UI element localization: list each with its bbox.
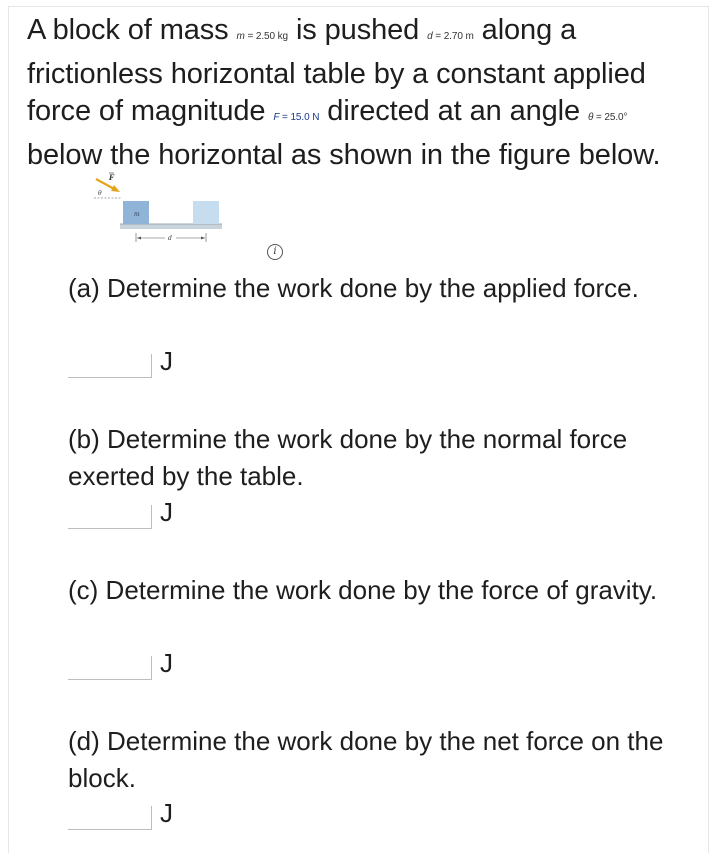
problem-statement (27, 12, 699, 174)
problem-text-4: directed at an angle (319, 95, 588, 127)
block-final (193, 201, 219, 224)
force-arrowhead (111, 185, 120, 192)
part-a-answer-input[interactable] (68, 354, 152, 378)
mass-variable: m = 2.50 kg (236, 31, 288, 42)
distance-arrow-left (137, 237, 141, 240)
part-b-answer (68, 497, 198, 535)
part-c-question: (c) Determine the work done by the force of gravity. (68, 575, 658, 605)
problem-text-2: is pushed (287, 14, 428, 46)
angle-variable: θ = 25.0° (588, 112, 628, 123)
force-label: F (109, 173, 114, 182)
part-c-answer-input[interactable] (68, 656, 152, 680)
distance-label: d (168, 235, 172, 242)
physics-figure (90, 170, 230, 250)
block-diagram (90, 170, 230, 250)
problem-text-5: below the horizontal as shown in the figure below. (27, 138, 661, 171)
problem-text-3: along a frictionless horizontal table by a constant applied force of magnitude (27, 14, 646, 127)
part-b-question: (b) Determine the work done by the normal force exerted by the table. (68, 424, 628, 491)
info-icon[interactable]: i (267, 244, 283, 260)
problem-text-1: A block of mass (27, 14, 237, 46)
force-variable: F = 15.0 N (273, 112, 320, 123)
part-d-answer (68, 798, 198, 836)
part-d-question: (d) Determine the work done by the net force on the block. (68, 726, 664, 793)
distance-arrow-right (201, 237, 205, 240)
part-a-answer (68, 346, 198, 384)
part-a-question: (a) Determine the work done by the applied force. (68, 273, 639, 303)
part-d-unit: J (160, 798, 173, 828)
part-b-unit: J (160, 497, 173, 527)
block-label: m (134, 211, 140, 218)
part-d-answer-input[interactable] (68, 806, 152, 830)
distance-variable: d = 2.70 m (427, 31, 474, 42)
table-surface (120, 224, 222, 229)
part-c-unit: J (160, 648, 173, 678)
part-a-unit: J (160, 346, 173, 376)
angle-label: θ (98, 190, 102, 197)
part-c-answer (68, 648, 198, 686)
part-b-answer-input[interactable] (68, 505, 152, 529)
